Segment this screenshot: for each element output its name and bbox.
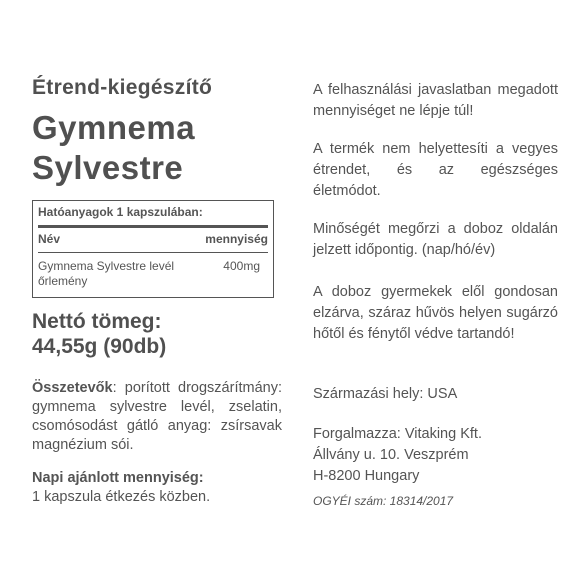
composition-text [32,379,282,455]
dose-warning: A felhasználási javaslatban megadott mennyiséget ne lépje túl! [313,82,558,119]
product-title-line2: Sylvestre [32,149,184,186]
ingredients-heading: Hatóanyagok 1 kapszulában: [38,205,203,219]
daily-dosage [32,469,210,507]
distributor [313,424,558,487]
ingredients-divider [38,225,268,228]
composition-body: : porított drogszárítmány: gymnema sylvestre levél, zselatin, csomósodást gátló anyag: zsírsavak magnézium sói. [32,380,282,453]
net-weight-label: Nettó tömeg: [32,310,162,333]
active-ingredients-table [32,200,274,298]
ogyei-number: OGYÉI szám: 18314/2017 [313,494,454,508]
ingredient-name: Gymnema Sylvestre levél őrlemény [38,259,175,288]
origin: Származási hely: USA [313,386,458,402]
ingredient-amount: 400mg [223,259,260,273]
distributor-line1: Forgalmazza: Vitaking Kft. [313,426,482,442]
ingredients-header-row [38,232,268,247]
dosage-text: 1 kapszula étkezés közben. [32,489,211,505]
composition-label: Összetevők [32,380,113,396]
product-category: Étrend-kiegészítő [32,76,213,99]
table-row [38,259,268,289]
column-amount-header: mennyiség [205,232,268,246]
product-title [32,108,195,188]
header-divider [38,252,268,253]
distributor-line3: H-8200 Hungary [313,468,420,484]
column-name-header: Név [38,232,61,246]
distributor-line2: Állvány u. 10. Veszprém [313,447,469,463]
best-before: Minőségét megőrzi a doboz oldalán jelzett időpontig. (nap/hó/év) [313,221,558,258]
storage-instructions: A doboz gyermekek elől gondosan elzárva, száraz hűvös helyen sugárzó hőtől és fénytől védve tartandó! [313,284,558,342]
dosage-label: Napi ajánlott mennyiség: [32,470,204,486]
diet-warning: A termék nem helyettesíti a vegyes étrendet, és az egészséges életmódot. [313,141,558,199]
product-title-line1: Gymnema [32,109,196,146]
net-weight [32,309,166,359]
net-weight-value: 44,55g (90db) [32,335,167,358]
